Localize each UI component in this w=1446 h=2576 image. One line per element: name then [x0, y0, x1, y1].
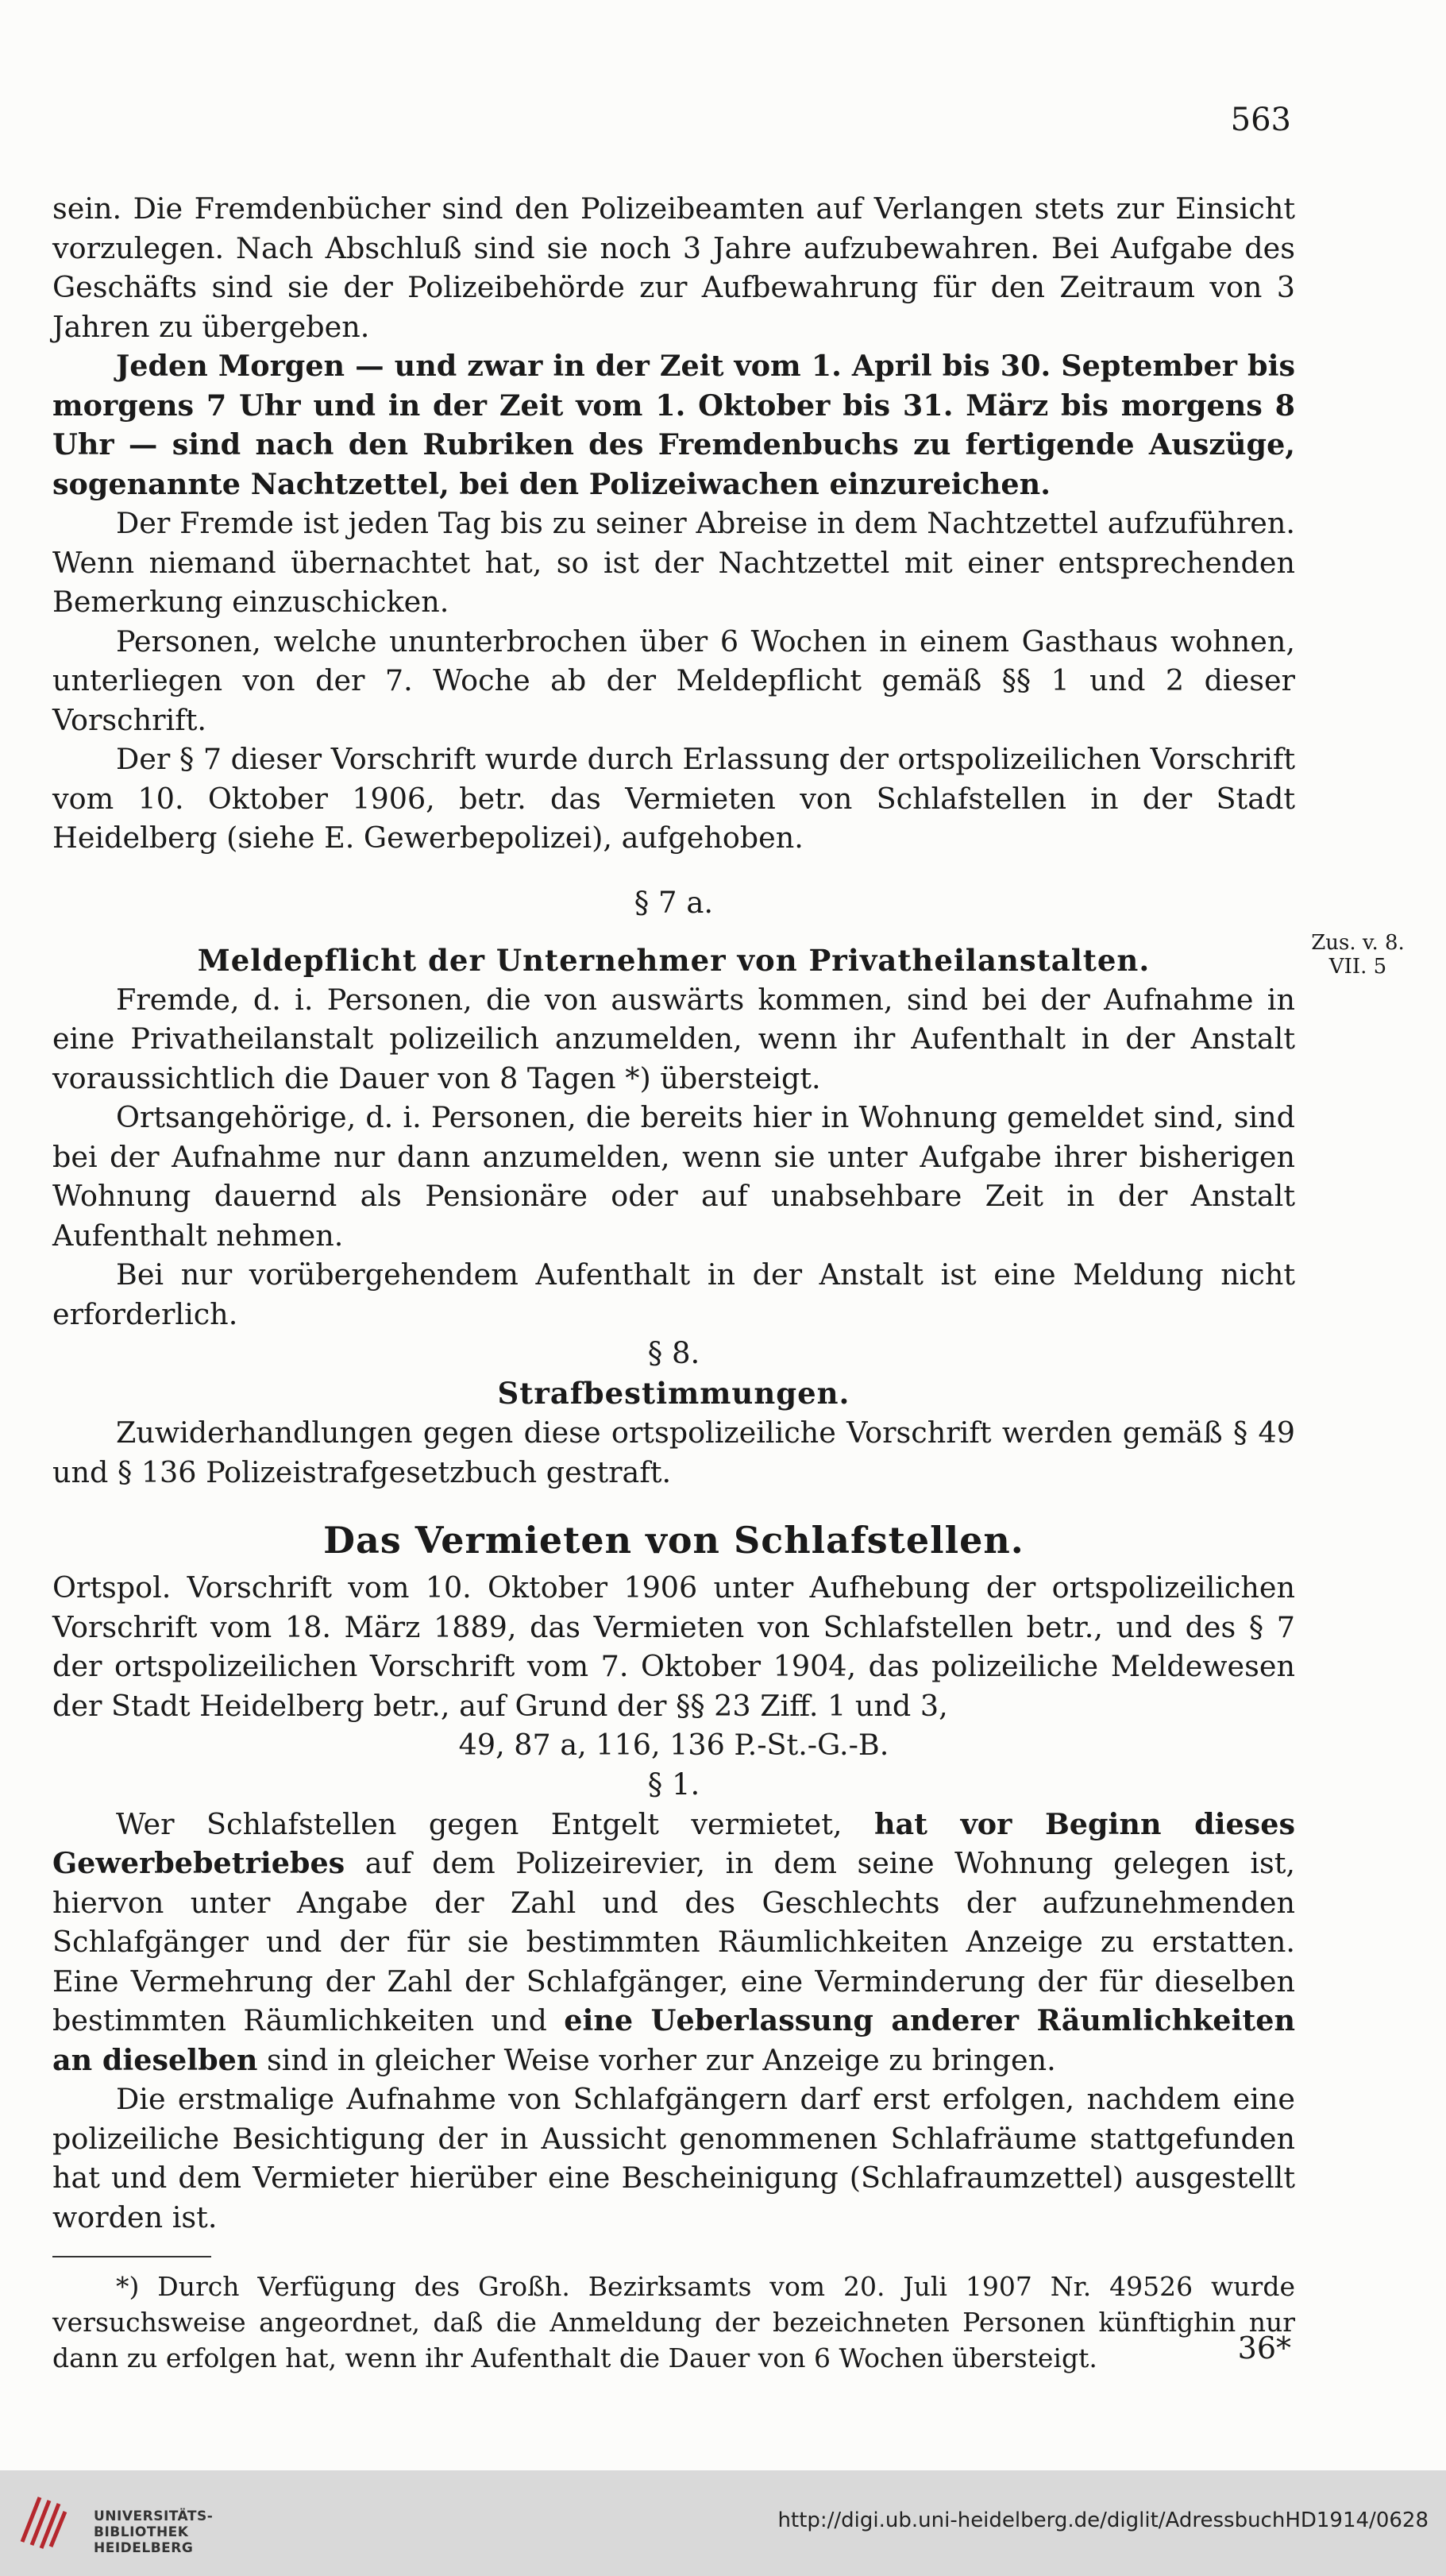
schlafstellen-intro: Ortspol. Vorschrift vom 10. Oktober 1906 unter Aufhebung der ortspolizeilichen Vorschrift vom 18. März 1889, das Vermieten von Schlafstellen betr., und des § 7 der ortspolizeilichen Vorschrift vom 7. Oktober 1904, das polizeiliche Meldewesen der Stadt Heidelberg betr., auf Grund der §§ 23 Ziff. 1 und 3, — [52, 1570, 1295, 1723]
paragraph-schlafstellen-anzeige — [52, 1805, 1295, 2080]
paragraph-privatheilanstalt: Fremde, d. i. Personen, die von auswärts kommen, sind bei der Aufnahme in eine Privatheilanstalt polizeilich anzumelden, wenn ihr Aufenthalt in der Anstalt voraussichtlich die Dauer von 8 Tagen *) übersteigt. — [52, 982, 1295, 1095]
footer-bar — [0, 2470, 1446, 2576]
footnote — [52, 2269, 1295, 2376]
section-8-title: Strafbestimmungen. — [497, 1376, 850, 1411]
paragraph-besichtigung: Die erstmalige Aufnahme von Schlafgängern darf erst erfolgen, nachdem eine polizeiliche Besichtigung der in Aussicht genommenen Schlafräume stattgefunden hat und dem Vermieter hierüber eine Bescheinigung (Schlafraumzettel) ausgestellt worden ist. — [52, 2082, 1295, 2234]
p1-part-a: Wer Schlafstellen gegen Entgelt vermietet, — [116, 1806, 843, 1841]
schlafstellen-intro-last: 49, 87 a, 116, 136 P.-St.-G.-B. — [458, 1728, 889, 1762]
p1-part-e: sind in gleicher Weise vorher zur Anzeige zu bringen. — [267, 2042, 1056, 2077]
paragraph-fremdenbuecher: sein. Die Fremdenbücher sind den Polizeibeamten auf Verlangen stets zur Einsicht vorzulegen. Nach Abschluß sind sie noch 3 Jahre aufzubewahren. Bei Aufgabe des Geschäfts sind sie der Polizeibehörde zur Aufbewahrung für den Zeitraum von 3 Jahren zu übergeben. — [52, 191, 1295, 344]
section-7a-number: § 7 a. — [634, 885, 714, 920]
page-body — [52, 189, 1295, 2376]
library-logo-text — [94, 2508, 213, 2556]
p1-part-b-bold: hat vor Beginn dieses Gewerbebetriebes — [52, 1806, 1295, 1880]
section-8-number: § 8. — [647, 1336, 700, 1370]
logo-line-2: BIBLIOTHEK — [94, 2524, 189, 2540]
paragraph-voruebergehend: Bei nur vorübergehendem Aufenthalt in der Anstalt ist eine Meldung nicht erforderlich. — [52, 1257, 1295, 1331]
p1-part-d-bold: eine Ueberlassung anderer Räumlichkeiten an dieselben — [52, 2003, 1295, 2077]
paragraph-gasthaus: Personen, welche ununterbrochen über 6 Wochen in einem Gasthaus wohnen, unterliegen von der 7. Woche ab der Meldepflicht gemäß §§ 1 und 2 dieser Vorschrift. — [52, 624, 1295, 737]
paragraph-nachtzettel-bold: Jeden Morgen — und zwar in der Zeit vom 1. April bis 30. September bis morgens 7 Uhr und in der Zeit vom 1. Oktober bis 31. März bis morgens 8 Uhr — sind nach den Rubriken des Fremdenbuchs zu fertigende Auszüge, sogenannte Nachtzettel, bei den Polizeiwachen einzureichen. — [52, 349, 1295, 501]
schlafstellen-section-1-number: § 1. — [647, 1767, 700, 1802]
paragraph-abreise: Der Fremde ist jeden Tag bis zu seiner Abreise in dem Nachtzettel aufzuführen. Wenn niemand übernachtet hat, so ist der Nachtzettel mit einer entsprechenden Bemerkung einzuschicken. — [52, 506, 1295, 619]
footnote-divider — [52, 2256, 211, 2257]
source-url-link[interactable]: http://digi.ub.uni-heidelberg.de/diglit/AdressbuchHD1914/0628 — [777, 2508, 1429, 2532]
paragraph-aufgehoben: Der § 7 dieser Vorschrift wurde durch Erlassung der ortspolizeilichen Vorschrift vom 10. Oktober 1906, betr. das Vermieten von Schlafstellen in der Stadt Heidelberg (siehe E. Gewerbepolizei), aufgehoben. — [52, 742, 1295, 855]
section-7a-title: Meldepflicht der Unternehmer von Privatheilanstalten. — [197, 942, 1151, 978]
paragraph-zuwiderhandlungen: Zuwiderhandlungen gegen diese ortspolizeiliche Vorschrift werden gemäß § 49 und § 136 Polizeistrafgesetzbuch gestraft. — [52, 1415, 1295, 1489]
logo-line-3: HEIDELBERG — [94, 2540, 194, 2556]
margin-note: Zus. v. 8. VII. 5 — [1311, 931, 1405, 979]
page-number: 563 — [1230, 102, 1291, 138]
footnote-text: *) Durch Verfügung des Großh. Bezirksamts vom 20. Juli 1907 Nr. 49526 wurde versuchsweise angeordnet, daß die Anmeldung der bezeichneten Personen künftighin nur dann zu erfolgen hat, wenn ihr Aufenthalt die Dauer von 6 Wochen übersteigt. — [52, 2271, 1295, 2373]
paragraph-ortsangehoerige: Ortsangehörige, d. i. Personen, die bereits hier in Wohnung gemeldet sind, sind bei der Aufnahme nur dann anzumelden, wenn sie unter Aufgabe ihrer bisherigen Wohnung dauernd als Pensionäre oder auf unabsehbare Zeit in der Anstalt Aufenthalt nehmen. — [52, 1100, 1295, 1253]
signature-mark: 36* — [1237, 2331, 1291, 2366]
p1-part-c: auf dem Polizeirevier, in dem seine Wohnung gelegen ist, hiervon unter Angabe der Zahl und des Geschlechts der aufzunehmenden Schlafgänger und der für sie bestimmten Räumlichkeiten Anzeige zu erstatten. Eine Vermehrung der Zahl der Schlafgänger, eine Verminderung der für dieselben bestimmten Räumlichkeiten und — [52, 1846, 1295, 2037]
logo-line-1: UNIVERSITÄTS- — [94, 2508, 214, 2524]
library-seal-icon — [16, 2488, 71, 2551]
schlafstellen-title: Das Vermieten von Schlafstellen. — [323, 1519, 1024, 1562]
library-logo[interactable] — [16, 2488, 254, 2559]
